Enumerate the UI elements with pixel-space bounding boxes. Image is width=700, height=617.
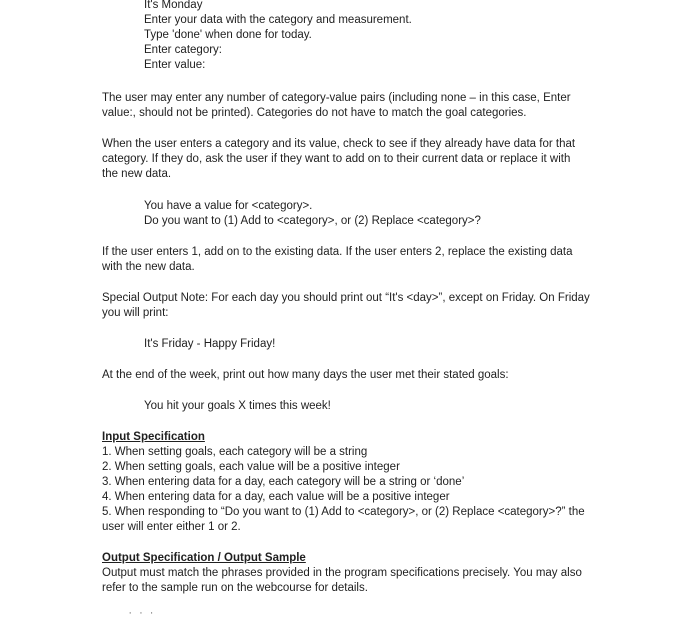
sample-output-friday	[144, 337, 275, 352]
list-item: 5. When responding to “Do you want to (1) Add to <category>, or (2) Replace <category>?” the	[102, 506, 585, 518]
list-item: 4. When entering data for a day, each value will be a positive integer	[102, 491, 450, 503]
paragraph-line: the new data.	[102, 168, 172, 180]
sample-line: Do you want to (1) Add to <category>, or (2) Replace <category>?	[144, 215, 481, 227]
paragraph-line: you will print:	[102, 307, 169, 319]
sample-line: You have a value for <category>.	[144, 200, 313, 212]
paragraph-end-of-week	[102, 368, 602, 383]
sample-line: Enter your data with the category and measurement.	[144, 14, 412, 26]
input-specification-heading: Input Specification	[102, 431, 205, 443]
sample-output-value-prompt	[144, 199, 481, 229]
paragraph-category-pairs	[102, 91, 602, 121]
output-specification-heading: Output Specification / Output Sample	[102, 552, 306, 564]
input-specification-section	[102, 430, 602, 535]
sample-line: Enter category:	[144, 44, 222, 56]
sample-output-goals	[144, 399, 331, 414]
sample-line: It's Friday - Happy Friday!	[144, 338, 276, 350]
sample-line: Enter value:	[144, 59, 206, 71]
list-item: 3. When entering data for a day, each category will be a string or ‘done’	[102, 476, 465, 488]
list-item: 1. When setting goals, each category will be a string	[102, 446, 368, 458]
list-item: 2. When setting goals, each value will be a positive integer	[102, 461, 400, 473]
paragraph-line: with the new data.	[102, 261, 195, 273]
clipped-next-line: _ _ · · ·	[102, 608, 156, 617]
paragraph-line: At the end of the week, print out how many days the user met their stated goals:	[102, 369, 509, 381]
sample-line: Type 'done' when done for today.	[144, 29, 312, 41]
list-item-continuation: user will enter either 1 or 2.	[102, 521, 241, 533]
paragraph-check-existing	[102, 137, 602, 182]
output-specification-section	[102, 551, 602, 596]
sample-output-monday	[144, 0, 412, 73]
sample-line: It's Monday	[144, 0, 203, 11]
paragraph-line: If the user enters 1, add on to the existing data. If the user enters 2, replace the existing data	[102, 246, 573, 258]
paragraph-line: refer to the sample run on the webcourse for details.	[102, 582, 368, 594]
paragraph-line: Special Output Note: For each day you should print out “It's <day>”, except on Friday. On Friday	[102, 292, 590, 304]
paragraph-choice-handling	[102, 245, 602, 275]
paragraph-line: The user may enter any number of category-value pairs (including none – in this case, Enter	[102, 92, 571, 104]
paragraph-line: value:, should not be printed). Categories do not have to match the goal categories.	[102, 107, 527, 119]
paragraph-line: category. If they do, ask the user if they want to add on to their current data or replace it with	[102, 153, 571, 165]
paragraph-line: When the user enters a category and its value, check to see if they already have data for that	[102, 138, 576, 150]
sample-line: You hit your goals X times this week!	[144, 400, 331, 412]
input-specification-list	[102, 445, 602, 535]
paragraph-line: Output must match the phrases provided in the program specifications precisely. You may also	[102, 567, 582, 579]
paragraph-special-output	[102, 291, 602, 321]
